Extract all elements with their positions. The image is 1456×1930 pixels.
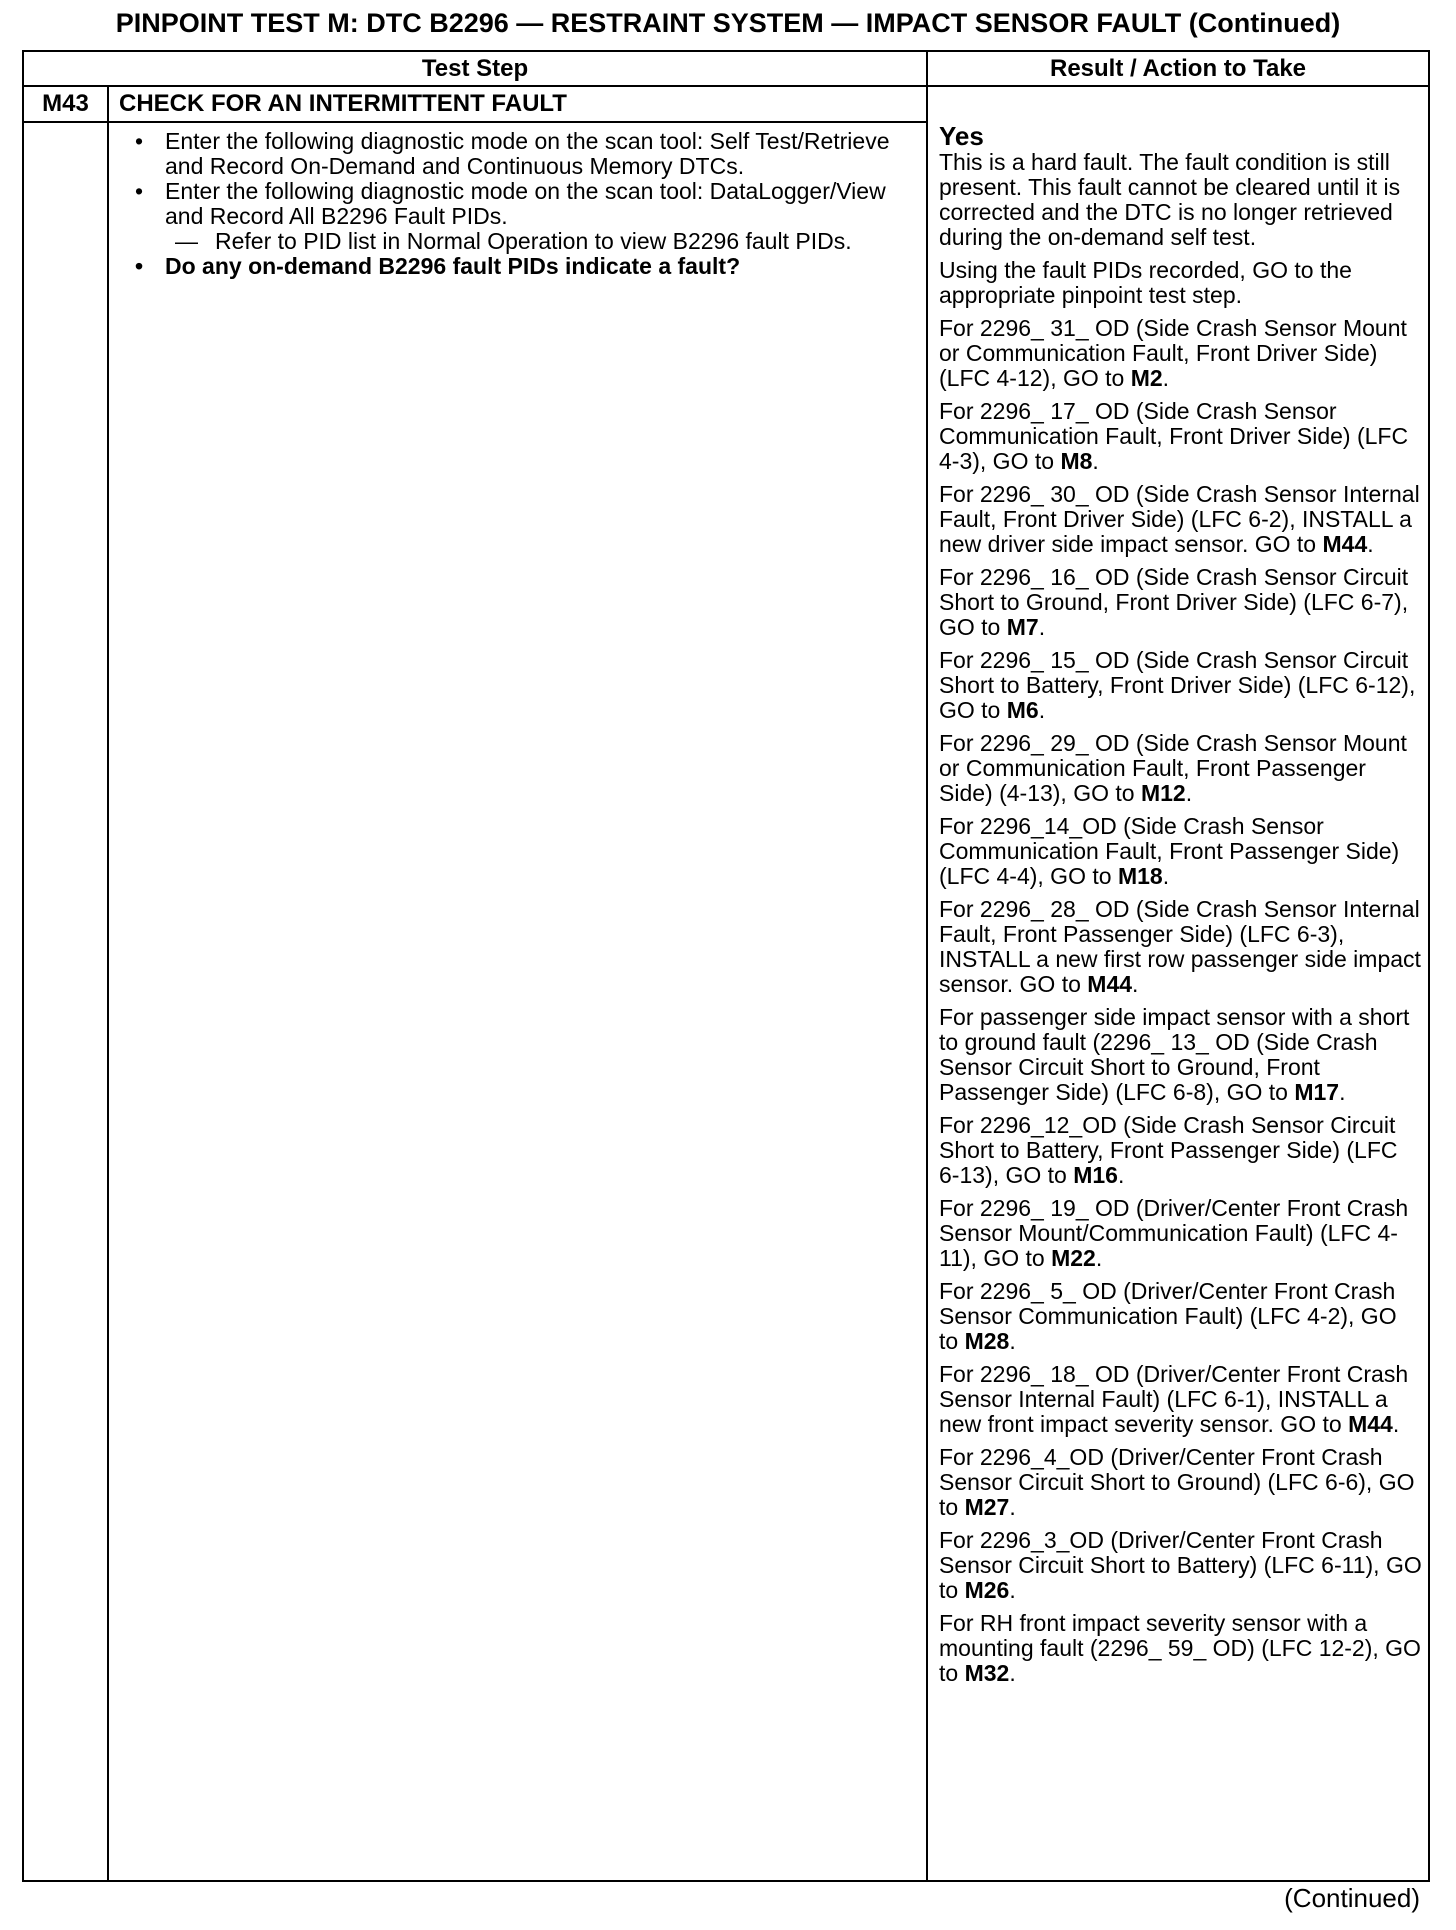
action-end: . <box>1038 697 1046 723</box>
result-action <box>939 1445 1422 1520</box>
result-header: Result / Action to Take <box>927 51 1429 86</box>
action-text: For 2296_ 30_ OD (Side Crash Sensor Internal Fault, Front Driver Side) (LFC 6-2), INSTALL a new driver side impact sensor. GO to <box>939 481 1420 557</box>
action-end: . <box>1009 1660 1016 1686</box>
action-end: . <box>1392 1411 1400 1437</box>
action-end: . <box>1009 1328 1016 1354</box>
action-end: . <box>1038 614 1046 640</box>
action-text: For 2296_ 17_ OD (Side Crash Sensor Communication Fault, Front Driver Side) (LFC 4-3), GO to <box>939 398 1409 474</box>
action-target-step: M26 <box>964 1577 1010 1603</box>
action-text: For 2296_ 31_ OD (Side Crash Sensor Mount or Communication Fault, Front Driver Side) (LFC 4-12), GO to <box>939 315 1407 391</box>
step-instructions <box>108 122 927 1881</box>
action-text: For 2296_ 5_ OD (Driver/Center Front Crash Sensor Communication Fault) (LFC 4-2), GO to <box>939 1278 1397 1354</box>
action-target-step: M17 <box>1294 1079 1340 1105</box>
result-action <box>939 814 1422 889</box>
instruction-item: • Enter the following diagnostic mode on the scan tool: Self Test/Retrieve and Record On-Demand and Continuous Memory DTCs. <box>125 129 926 179</box>
action-target-step: M2 <box>1130 365 1163 391</box>
yes-label: Yes <box>939 121 984 151</box>
action-target-step: M44 <box>1348 1411 1393 1437</box>
result-actions <box>939 316 1422 1686</box>
result-action <box>939 399 1422 474</box>
step-id: M43 <box>23 86 108 122</box>
result-cell <box>927 86 1429 1881</box>
question-item: • Do any on-demand B2296 fault PIDs indicate a fault? <box>125 254 926 279</box>
result-action <box>939 1196 1422 1271</box>
result-action <box>939 1362 1422 1437</box>
result-action <box>939 1005 1422 1105</box>
instruction-text: Enter the following diagnostic mode on the scan tool: DataLogger/View and Record All B2296 Fault PIDs. <box>165 178 886 229</box>
action-text: For RH front impact severity sensor with a mounting fault (2296_ 59_ OD) (LFC 12-2), GO to <box>939 1610 1421 1686</box>
result-action <box>939 1528 1422 1603</box>
result-action <box>939 482 1422 557</box>
action-end: . <box>1009 1494 1016 1520</box>
action-end: . <box>1117 1162 1125 1188</box>
action-target-step: M44 <box>1322 531 1368 557</box>
action-target-step: M18 <box>1117 863 1163 889</box>
action-text: For 2296_ 19_ OD (Driver/Center Front Crash Sensor Mount/Communication Fault) (LFC 4-11), GO to <box>939 1195 1409 1271</box>
action-text: For 2296_ 28_ OD (Side Crash Sensor Internal Fault, Front Passenger Side) (LFC 6-3), INSTALL a new first row passenger side impact sensor. GO to <box>939 896 1421 997</box>
action-target-step: M7 <box>1006 614 1039 640</box>
action-end: . <box>1095 1245 1103 1271</box>
header-row <box>23 51 1429 86</box>
action-target-step: M6 <box>1006 697 1039 723</box>
test-step-header: Test Step <box>23 51 927 86</box>
action-target-step: M22 <box>1051 1245 1096 1271</box>
result-action <box>939 731 1422 806</box>
result-action <box>939 1113 1422 1188</box>
action-text: For passenger side impact sensor with a short to ground fault (2296_ 13_ OD (Side Crash Sensor Circuit Short to Ground, Front Passenger Side) (LFC 6-8), GO to <box>939 1004 1410 1105</box>
result-action <box>939 1611 1422 1686</box>
action-text: For 2296_3_OD (Driver/Center Front Crash Sensor Circuit Short to Battery) (LFC 6-11), GO to <box>939 1527 1422 1603</box>
action-end: . <box>1339 1079 1346 1105</box>
action-target-step: M44 <box>1087 971 1133 997</box>
result-intro: This is a hard fault. The fault condition is still present. This fault cannot be cleared until it is corrected and the DTC is no longer retrieved during the on-demand self test. <box>939 149 1401 250</box>
action-target-step: M32 <box>964 1660 1010 1686</box>
action-end: . <box>1132 971 1139 997</box>
result-action <box>939 648 1422 723</box>
action-target-step: M16 <box>1073 1162 1118 1188</box>
sub-instruction-list <box>165 229 926 254</box>
action-text: For 2296_ 16_ OD (Side Crash Sensor Circuit Short to Ground, Front Driver Side) (LFC 6-7), GO to <box>939 564 1409 640</box>
instruction-list <box>109 129 926 279</box>
action-text: For 2296_14_OD (Side Crash Sensor Communication Fault, Front Passenger Side) (LFC 4-4), GO to <box>939 813 1400 889</box>
step-title: CHECK FOR AN INTERMITTENT FAULT <box>108 86 927 122</box>
action-target-step: M12 <box>1140 780 1186 806</box>
action-text: For 2296_ 15_ OD (Side Crash Sensor Circuit Short to Battery, Front Driver Side) (LFC 6-12), GO to <box>939 647 1416 723</box>
action-text: For 2296_ 29_ OD (Side Crash Sensor Mount or Communication Fault, Front Passenger Side) (4-13), GO to <box>939 730 1407 806</box>
action-end: . <box>1185 780 1193 806</box>
result-action <box>939 1279 1422 1354</box>
action-target-step: M27 <box>964 1494 1010 1520</box>
result-action <box>939 565 1422 640</box>
action-target-step: M8 <box>1060 448 1093 474</box>
continued-footer: (Continued) <box>1284 1883 1420 1913</box>
instruction-item <box>125 179 926 254</box>
action-end: . <box>1009 1577 1016 1603</box>
result-action <box>939 316 1422 391</box>
result-action <box>939 897 1422 997</box>
pinpoint-test-table <box>22 50 1430 1882</box>
action-end: . <box>1367 531 1374 557</box>
action-end: . <box>1092 448 1099 474</box>
action-text: For 2296_12_OD (Side Crash Sensor Circuit Short to Battery, Front Passenger Side) (LFC 6-13), GO to <box>939 1112 1398 1188</box>
step-title-row <box>23 86 1429 122</box>
step-id-blank <box>23 122 108 1881</box>
action-end: . <box>1162 365 1170 391</box>
sub-instruction-item: — Refer to PID list in Normal Operation to view B2296 fault PIDs. <box>165 229 926 254</box>
action-target-step: M28 <box>964 1328 1010 1354</box>
result-intro-2: Using the fault PIDs recorded, GO to the appropriate pinpoint test step. <box>939 257 1352 308</box>
action-end: . <box>1162 863 1170 889</box>
action-text: For 2296_ 18_ OD (Driver/Center Front Crash Sensor Internal Fault) (LFC 6-1), INSTALL a new front impact severity sensor. GO to <box>939 1361 1409 1437</box>
page-title: PINPOINT TEST M: DTC B2296 — RESTRAINT SYSTEM — IMPACT SENSOR FAULT (Continued) <box>115 8 1341 38</box>
action-text: For 2296_4_OD (Driver/Center Front Crash Sensor Circuit Short to Ground) (LFC 6-6), GO to <box>939 1444 1415 1520</box>
